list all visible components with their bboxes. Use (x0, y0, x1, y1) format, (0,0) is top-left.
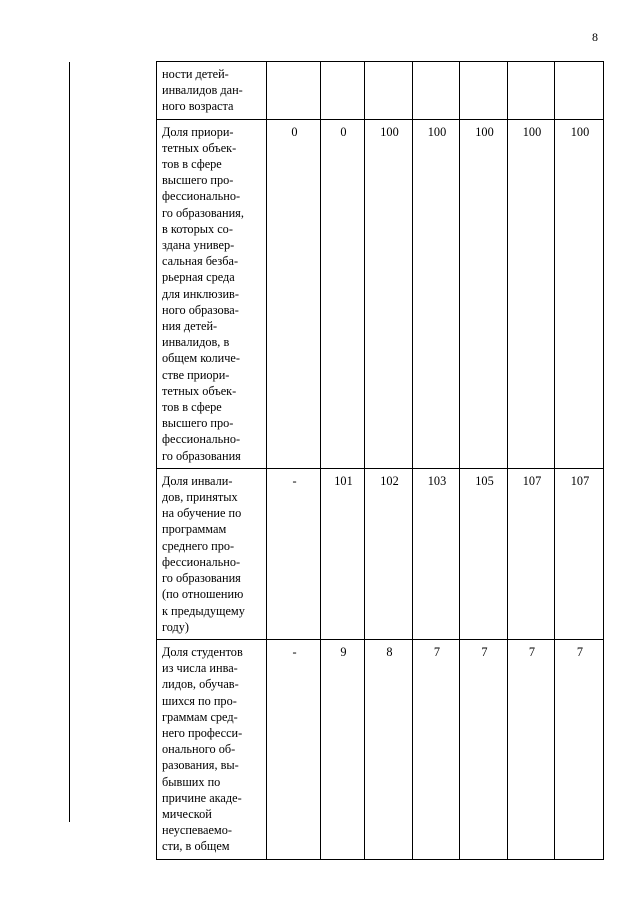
table-row (157, 639, 604, 859)
value-cell: 100 (365, 119, 413, 468)
indicators-table (156, 61, 604, 860)
value-cell (508, 62, 555, 120)
value-cell (460, 62, 508, 120)
table-row (157, 119, 604, 468)
value-cell: 101 (321, 468, 365, 639)
value-cell (365, 62, 413, 120)
value-cell: 8 (365, 639, 413, 859)
value-cell: 100 (413, 119, 460, 468)
margin-line (69, 62, 70, 822)
value-cell (267, 62, 321, 120)
row-label: Доля инвали- дов, принятых на обучение по программам среднего про- фессионально- го образования (по отношению к предыдущему году) (157, 468, 267, 639)
value-cell: - (267, 639, 321, 859)
value-cell: 102 (365, 468, 413, 639)
value-cell: 0 (321, 119, 365, 468)
value-cell (413, 62, 460, 120)
value-cell (321, 62, 365, 120)
row-label: ности детей- инвалидов дан- ного возраста (157, 62, 267, 120)
value-cell: 107 (508, 468, 555, 639)
value-cell: 0 (267, 119, 321, 468)
value-cell: 9 (321, 639, 365, 859)
value-cell: 100 (555, 119, 604, 468)
value-cell: 100 (460, 119, 508, 468)
row-label: Доля приори- тетных объек- тов в сфере высшего про- фессионально- го образования, в которых со- здана универ- сальная безба- рьерная среда для инклюзив- ного образова- ния детей- инвалидов, в общем количе- стве приори- тетных объек- тов в сфере высшего про- фессионально- го образования (157, 119, 267, 468)
table-row (157, 62, 604, 120)
value-cell: 107 (555, 468, 604, 639)
value-cell: 7 (460, 639, 508, 859)
row-label: Доля студентов из числа инва- лидов, обучав- шихся по про- граммам сред- него професси- онального об- разования, вы- бывших по причине акаде- мической неуспеваемо- сти, в общем (157, 639, 267, 859)
value-cell: - (267, 468, 321, 639)
table-row (157, 468, 604, 639)
value-cell: 100 (508, 119, 555, 468)
value-cell: 103 (413, 468, 460, 639)
value-cell: 105 (460, 468, 508, 639)
page-number: 8 (592, 30, 598, 44)
value-cell (555, 62, 604, 120)
value-cell: 7 (508, 639, 555, 859)
value-cell: 7 (555, 639, 604, 859)
value-cell: 7 (413, 639, 460, 859)
